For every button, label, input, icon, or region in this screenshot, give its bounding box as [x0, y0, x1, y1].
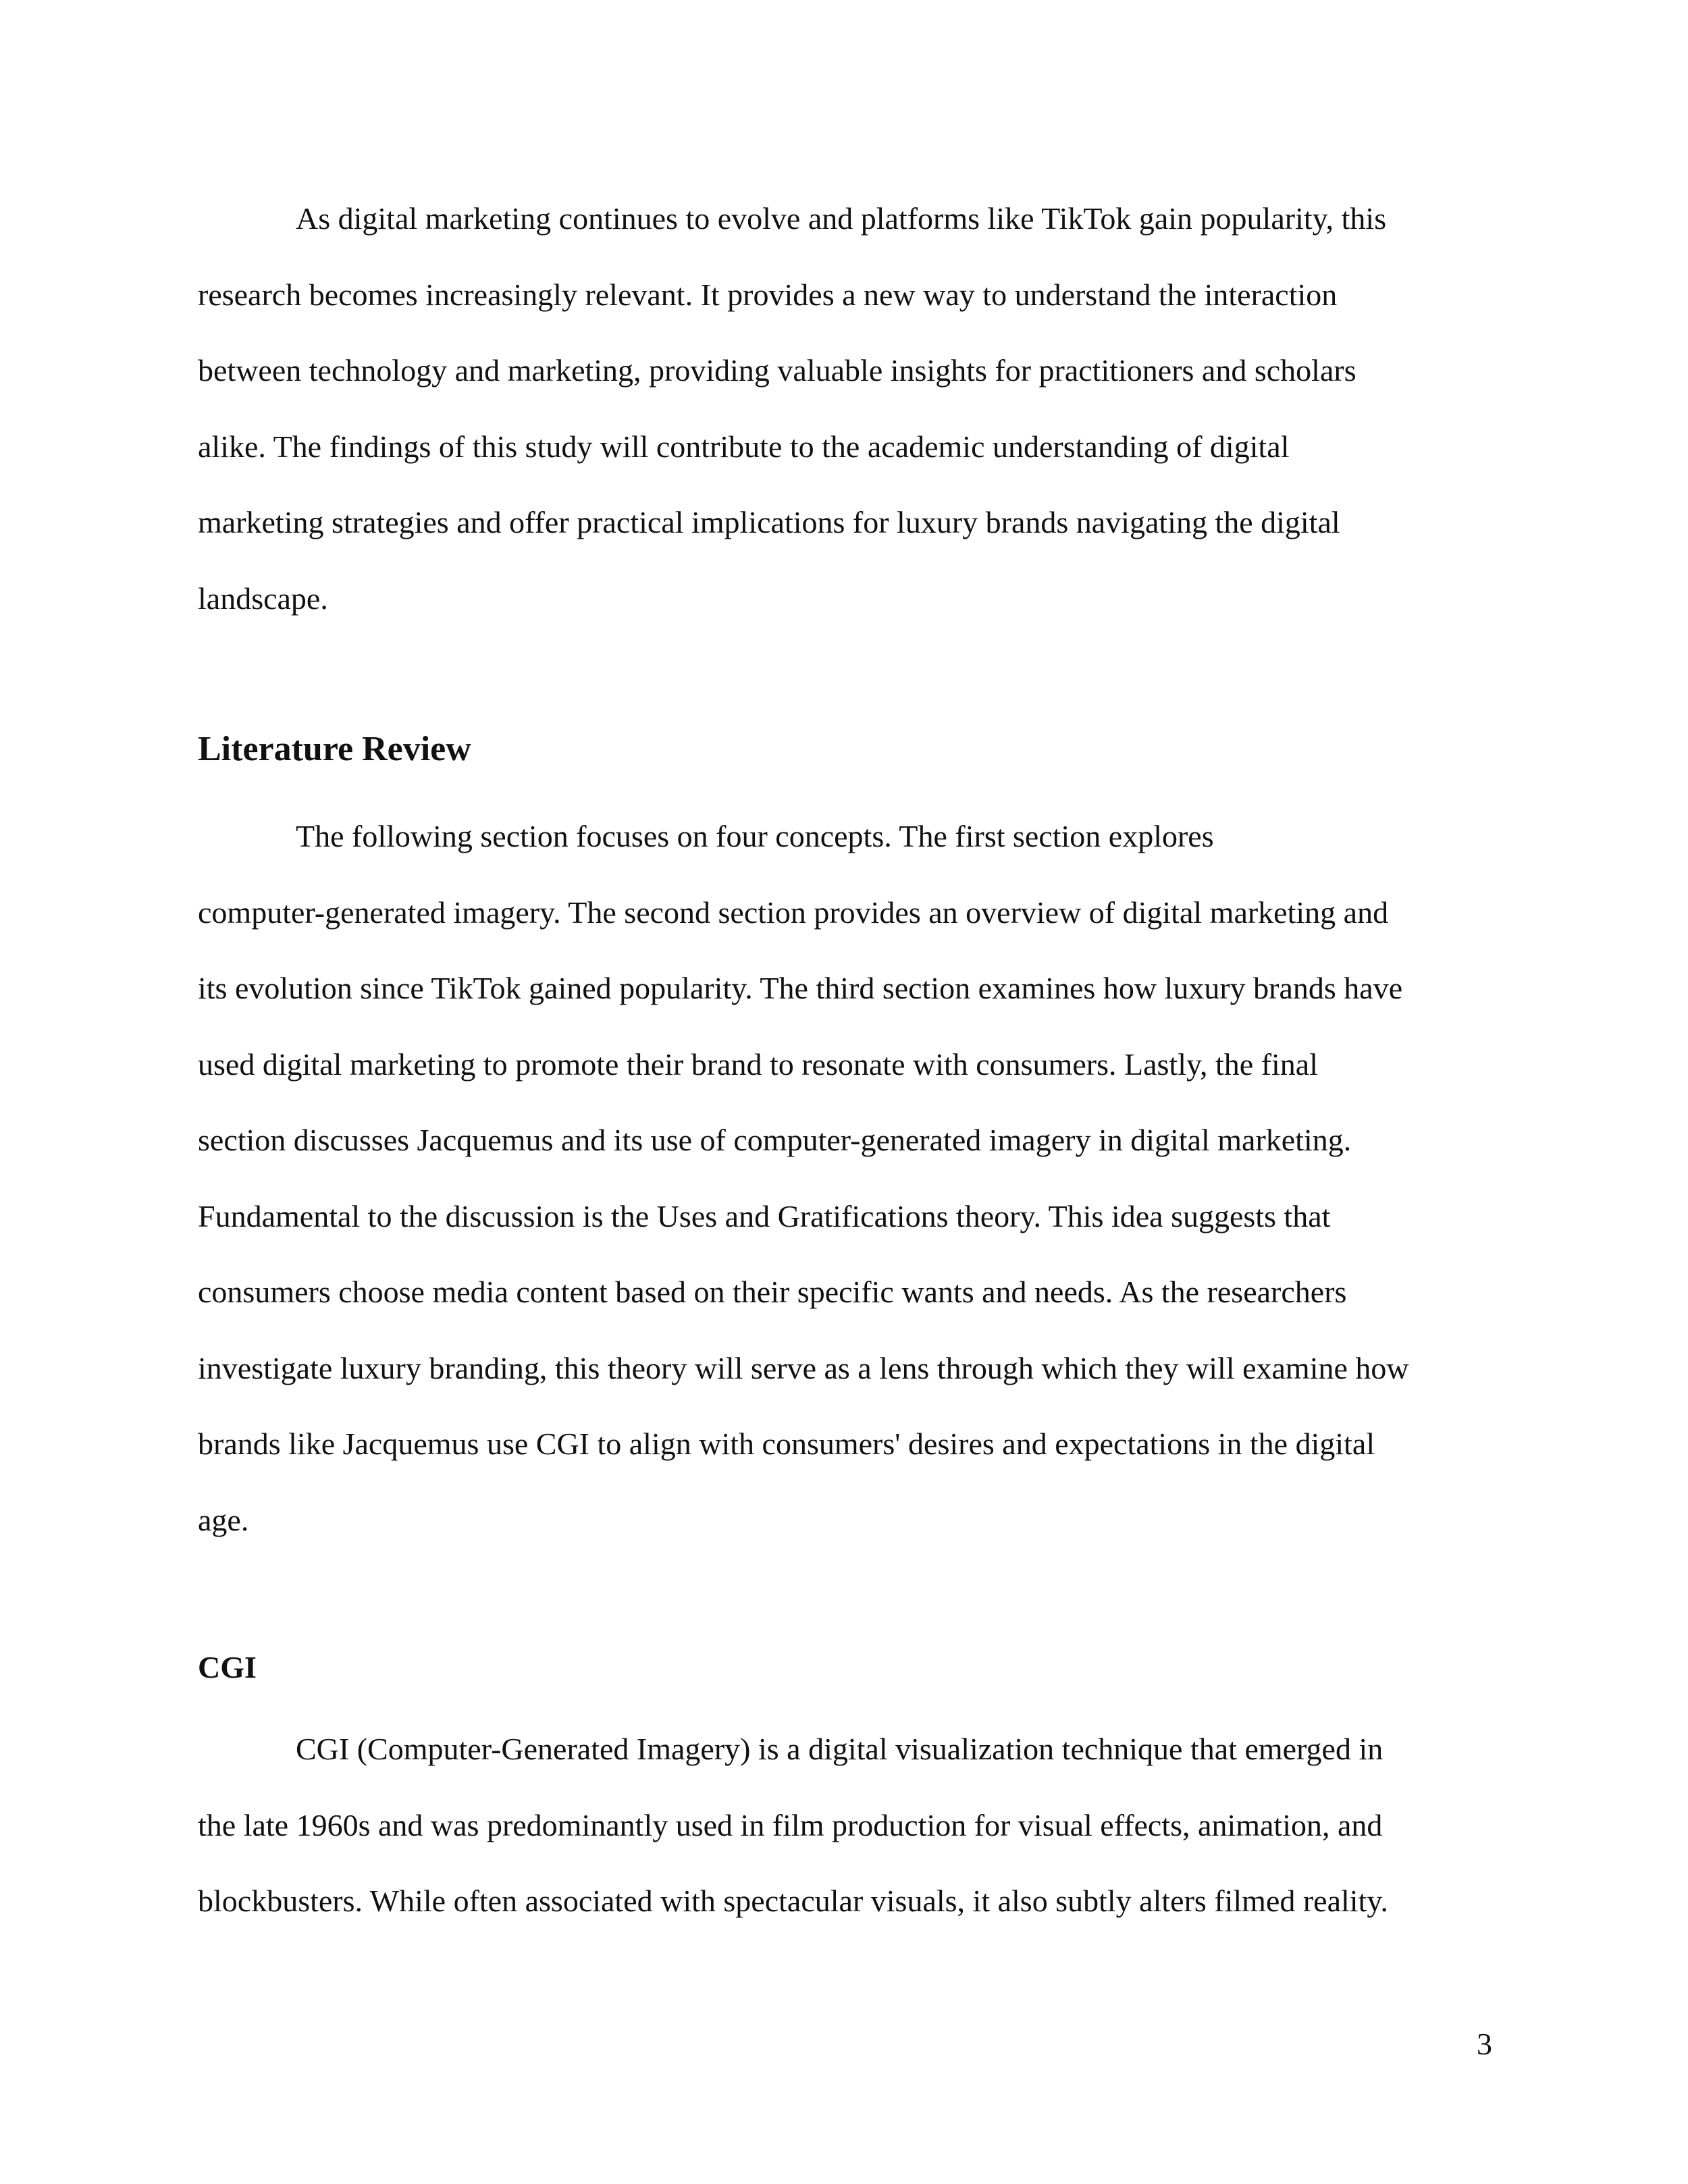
text-line: age. — [198, 1502, 249, 1537]
paragraph-cgi-definition — [198, 1711, 1494, 1940]
subsection-heading-cgi: CGI — [198, 1650, 257, 1684]
page-number: 3 — [1477, 2027, 1492, 2061]
text-line: alike. The findings of this study will contribute to the academic understanding of digital — [198, 429, 1290, 464]
text-line: The following section focuses on four concepts. The first section explores — [296, 819, 1214, 853]
text-line: Fundamental to the discussion is the Uses and Gratifications theory. This idea suggests that — [198, 1198, 1331, 1233]
text-line: blockbusters. While often associated with spectacular visuals, it also subtly alters filmed reality. — [198, 1884, 1388, 1918]
text-line: its evolution since TikTok gained popularity. The third section examines how luxury brands have — [198, 971, 1403, 1005]
paragraph-literature-overview — [198, 799, 1494, 1558]
text-line: brands like Jacquemus use CGI to align with consumers' desires and expectations in the digital — [198, 1427, 1375, 1461]
text-line: marketing strategies and offer practical implications for luxury brands navigating the digital — [198, 505, 1340, 539]
text-line: between technology and marketing, providing valuable insights for practitioners and scholars — [198, 353, 1356, 388]
text-line: investigate luxury branding, this theory will serve as a lens through which they will examine how — [198, 1350, 1409, 1385]
paragraph-intro-relevance — [198, 181, 1494, 637]
text-line: research becomes increasingly relevant. It provides a new way to understand the interaction — [198, 277, 1338, 312]
section-heading-literature-review: Literature Review — [198, 730, 471, 768]
text-line: CGI (Computer-Generated Imagery) is a digital visualization technique that emerged in — [296, 1732, 1383, 1766]
text-line: the late 1960s and was predominantly used in film production for visual effects, animation, and — [198, 1807, 1383, 1842]
text-line: landscape. — [198, 581, 328, 616]
text-line: computer-generated imagery. The second section provides an overview of digital marketing and — [198, 895, 1389, 930]
text-line: section discusses Jacquemus and its use of computer-generated imagery in digital marketing. — [198, 1123, 1352, 1157]
text-line: As digital marketing continues to evolve and platforms like TikTok gain popularity, this — [296, 201, 1387, 236]
text-line: consumers choose media content based on their specific wants and needs. As the researchers — [198, 1275, 1347, 1309]
text-line: used digital marketing to promote their brand to resonate with consumers. Lastly, the final — [198, 1046, 1318, 1082]
